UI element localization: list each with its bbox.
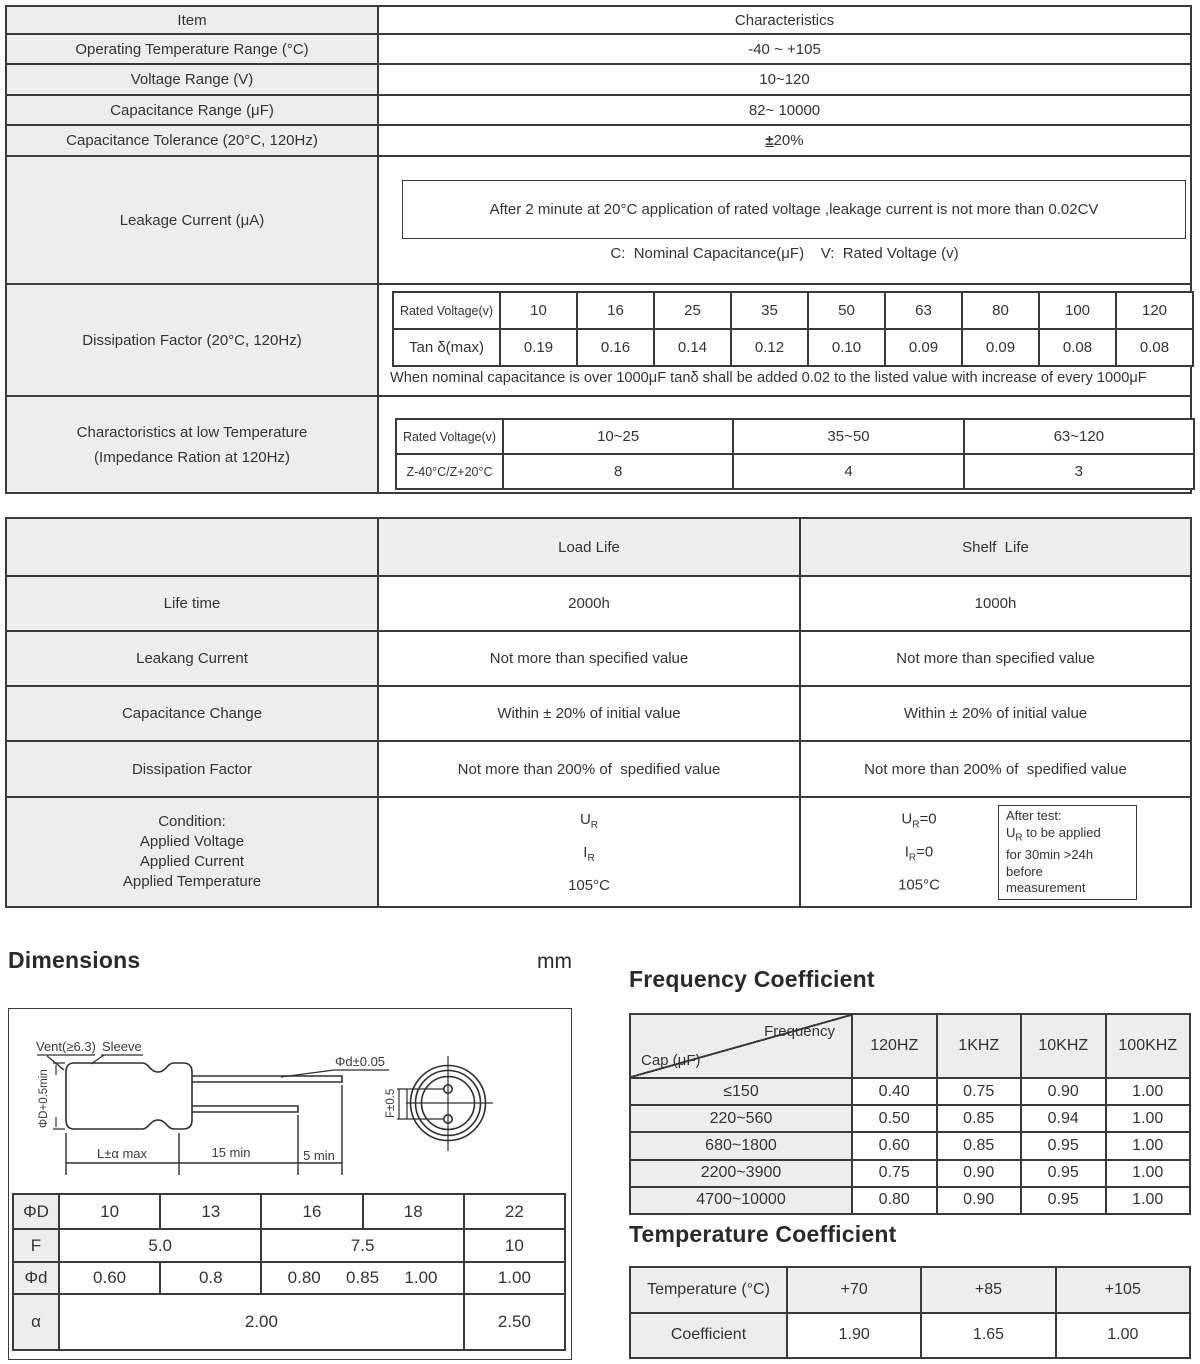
temperature-title: Temperature Coefficient — [629, 1221, 897, 1247]
dim-row-label: α — [13, 1294, 59, 1350]
min5-label: 5 min — [303, 1148, 335, 1163]
spec-header-characteristics: Characteristics — [378, 6, 1191, 34]
freq-cap-range: ≤150 — [630, 1078, 852, 1105]
diss-tan: 0.16 — [577, 329, 654, 366]
life-row-label: Leakang Current — [6, 631, 378, 686]
dim-phid-value: 0.8 — [160, 1262, 261, 1294]
freq-value: 0.90 — [937, 1160, 1022, 1187]
temp-row1-label: Temperature (°C) — [630, 1267, 787, 1313]
dim-phiD-value: 13 — [160, 1194, 261, 1229]
freq-diagonal-header — [630, 1014, 852, 1078]
dimensions-diagram-box — [8, 1008, 572, 1360]
after-test-line: $U_R$ to be applied — [1006, 824, 1101, 844]
dim-f-value: 5.0 — [59, 1229, 261, 1262]
after-test-note-box — [998, 805, 1137, 900]
life-row-shelf: 1000h — [800, 576, 1191, 631]
lowtemp-range: 35~50 — [733, 419, 963, 454]
applied-current-value: $I_R$ — [583, 843, 595, 864]
spec-row-value — [378, 125, 1191, 156]
l-alpha-label: L±α max — [96, 1146, 148, 1161]
dimensions-title: Dimensions — [8, 947, 141, 973]
life-row-label: Life time — [6, 576, 378, 631]
diss-row1-header: Rated Voltage(v) — [393, 292, 500, 329]
lowtemp-label-line2: (Impedance Ration at 120Hz) — [94, 448, 290, 466]
f-dimension-lines — [397, 1089, 444, 1119]
freq-value: 1.00 — [1106, 1187, 1191, 1214]
lowtemp-range: 63~120 — [964, 419, 1194, 454]
condition-label — [6, 797, 378, 907]
freq-col-header: 100KHZ — [1106, 1014, 1191, 1078]
dim-f-value: 10 — [464, 1229, 565, 1262]
spec-row-label: Operating Temperature Range (°C) — [6, 34, 378, 64]
freq-diag-bottom-label: Cap (μF) — [641, 1052, 701, 1069]
life-row-load: Within ± 20% of initial value — [378, 686, 800, 741]
freq-col-header: 1KHZ — [937, 1014, 1022, 1078]
freq-value: 0.60 — [852, 1132, 937, 1159]
freq-value: 0.75 — [852, 1160, 937, 1187]
capacitor-diagram — [9, 1009, 569, 1192]
dim-phiD-value: 10 — [59, 1194, 160, 1229]
spec-row-label: Voltage Range (V) — [6, 64, 378, 95]
applied-voltage-value: $U_R$ — [579, 810, 599, 831]
applied-current-value: $I_R=0$ — [904, 843, 934, 864]
after-test-line: After test: — [1006, 808, 1062, 824]
condition-shelf-stack — [859, 806, 979, 899]
after-test-line: for 30min >24h — [1006, 847, 1094, 863]
leakage-note-box: After 2 minute at 20°C application of rated voltage ,leakage current is not more than 0.02CV — [402, 180, 1186, 239]
applied-temperature-value: 105°C — [898, 876, 940, 894]
lowtemp-subtable — [395, 418, 1195, 490]
min15-label: 15 min — [211, 1145, 251, 1160]
diss-tan: 0.09 — [885, 329, 962, 366]
dim-phid-value: 0.80 — [287, 1268, 321, 1287]
lowtemp-value: 4 — [733, 454, 963, 489]
life-row-shelf: Not more than 200% of spedified value — [800, 741, 1191, 797]
dim-phiD-value: 18 — [363, 1194, 464, 1229]
temp-row2-label: Coefficient — [630, 1313, 787, 1359]
lowtemp-row2-header: Z-40°C/Z+20°C — [396, 454, 503, 489]
diss-voltage: 16 — [577, 292, 654, 329]
frequency-table — [629, 1013, 1191, 1215]
lowtemp-label — [6, 396, 378, 493]
frequency-title: Frequency Coefficient — [629, 966, 875, 992]
lowtemp-value: 8 — [503, 454, 733, 489]
condition-line: Condition: — [158, 813, 226, 830]
phiD-label: ΦD+0.5min — [38, 1069, 50, 1128]
life-row-load: Not more than specified value — [378, 631, 800, 686]
diss-voltage: 50 — [808, 292, 885, 329]
dim-row-label: Φd — [13, 1262, 59, 1294]
dim-row-label: F — [13, 1229, 59, 1262]
leakage-formula: C: Nominal Capacitance(μF) V: Rated Voltage (v) — [610, 245, 959, 262]
phiD-ticks — [53, 1063, 65, 1129]
after-test-line: measurement — [1006, 880, 1086, 896]
vent-label: Vent(≥6.3) — [36, 1039, 96, 1054]
diss-voltage: 10 — [500, 292, 577, 329]
diss-tan: 0.12 — [731, 329, 808, 366]
life-row-label: Dissipation Factor — [6, 741, 378, 797]
life-row-load: 2000h — [378, 576, 800, 631]
diss-tan: 0.14 — [654, 329, 731, 366]
diss-voltage: 25 — [654, 292, 731, 329]
freq-value: 0.50 — [852, 1105, 937, 1132]
applied-temperature-value: 105°C — [568, 876, 610, 894]
freq-value: 0.40 — [852, 1078, 937, 1105]
freq-col-header: 120HZ — [852, 1014, 937, 1078]
condition-line: Applied Temperature — [122, 873, 262, 890]
life-header-empty — [6, 518, 378, 576]
life-table — [5, 517, 1192, 908]
dim-phiD-value: 16 — [261, 1194, 362, 1229]
condition-load-stack — [568, 806, 610, 899]
dissipation-label: Dissipation Factor (20°C, 120Hz) — [6, 284, 378, 396]
spec-row-label: Capacitance Tolerance (20°C, 120Hz) — [6, 125, 378, 156]
diss-voltage: 100 — [1039, 292, 1116, 329]
dissipation-cell — [378, 284, 1191, 396]
dim-row-label: ΦD — [13, 1194, 59, 1229]
f-tolerance-label: F±0.5 — [385, 1088, 397, 1118]
dimension-ticks — [66, 1085, 342, 1175]
condition-shelf-cell — [800, 797, 1191, 907]
lowtemp-value: 3 — [964, 454, 1194, 489]
freq-value: 0.90 — [937, 1187, 1022, 1214]
dissipation-subtable — [392, 291, 1194, 367]
diss-voltage: 120 — [1116, 292, 1193, 329]
diss-voltage: 80 — [962, 292, 1039, 329]
leakage-label: Leakage Current (μA) — [6, 156, 378, 284]
dim-alpha-value: 2.50 — [464, 1294, 565, 1350]
life-row-shelf: Within ± 20% of initial value — [800, 686, 1191, 741]
diss-tan: 0.08 — [1116, 329, 1193, 366]
diss-tan: 0.19 — [500, 329, 577, 366]
spec-row-value: -40 ~ +105 — [378, 34, 1191, 64]
diss-row2-header: Tan δ(max) — [393, 329, 500, 366]
freq-value: 0.75 — [937, 1078, 1022, 1105]
spec-row-label: Capacitance Range (μF) — [6, 95, 378, 125]
freq-value: 0.95 — [1021, 1132, 1106, 1159]
dimensions-unit: mm — [537, 950, 572, 973]
freq-value: 0.95 — [1021, 1160, 1106, 1187]
freq-cap-range: 220~560 — [630, 1105, 852, 1132]
dim-phid-value: 1.00 — [464, 1262, 565, 1294]
capacitor-body — [66, 1063, 192, 1129]
diss-voltage: 63 — [885, 292, 962, 329]
spec-header-item: Item — [6, 6, 378, 34]
dim-phid-value: 1.00 — [404, 1268, 438, 1287]
spec-row-value: 10~120 — [378, 64, 1191, 95]
spec-row-value: 82~ 10000 — [378, 95, 1191, 125]
dim-phid-merged-cell — [261, 1262, 463, 1294]
applied-voltage-value: $U_R=0$ — [901, 810, 937, 831]
plus-minus-sign: ± — [765, 132, 774, 149]
life-header-load: Load Life — [378, 518, 800, 576]
after-test-line: before — [1006, 863, 1043, 879]
dimensions-table — [12, 1193, 566, 1351]
freq-value: 0.85 — [937, 1132, 1022, 1159]
diss-tan: 0.10 — [808, 329, 885, 366]
diss-voltage: 35 — [731, 292, 808, 329]
lowtemp-cell — [378, 396, 1191, 493]
leakage-cell — [378, 156, 1191, 284]
freq-diag-top-label: Frequency — [764, 1023, 835, 1040]
freq-cap-range: 2200~3900 — [630, 1160, 852, 1187]
condition-load-cell — [378, 797, 800, 907]
life-row-shelf: Not more than specified value — [800, 631, 1191, 686]
diss-tan: 0.09 — [962, 329, 1039, 366]
freq-value: 1.00 — [1106, 1132, 1191, 1159]
temp-value-header: +85 — [921, 1267, 1055, 1313]
freq-value: 0.95 — [1021, 1187, 1106, 1214]
freq-value: 0.80 — [852, 1187, 937, 1214]
tolerance-value: 20% — [773, 132, 804, 149]
temp-value-header: +105 — [1056, 1267, 1190, 1313]
life-row-load: Not more than 200% of spedified value — [378, 741, 800, 797]
freq-value: 1.00 — [1106, 1078, 1191, 1105]
diss-tan: 0.08 — [1039, 329, 1116, 366]
life-header-shelf: Shelf Life — [800, 518, 1191, 576]
freq-value: 1.00 — [1106, 1105, 1191, 1132]
dissipation-note: When nominal capacitance is over 1000μF tanδ shall be added 0.02 to the listed value with increase of every 1000μF — [390, 370, 1147, 386]
lowtemp-row1-header: Rated Voltage(v) — [396, 419, 503, 454]
temp-coefficient-value: 1.00 — [1056, 1313, 1190, 1359]
freq-value: 0.94 — [1021, 1105, 1106, 1132]
life-row-label: Capacitance Change — [6, 686, 378, 741]
temp-coefficient-value: 1.90 — [787, 1313, 921, 1359]
condition-line: Applied Voltage — [139, 833, 245, 850]
freq-value: 0.90 — [1021, 1078, 1106, 1105]
top-lead — [192, 1076, 342, 1082]
freq-value: 1.00 — [1106, 1160, 1191, 1187]
dim-phid-value: 0.60 — [59, 1262, 160, 1294]
dim-alpha-value: 2.00 — [59, 1294, 464, 1350]
temp-value-header: +70 — [787, 1267, 921, 1313]
condition-line: Applied Current — [139, 853, 245, 870]
spec-table — [5, 5, 1192, 494]
lowtemp-range: 10~25 — [503, 419, 733, 454]
lowtemp-label-line1: Charactoristics at low Temperature — [76, 423, 308, 441]
dim-f-value: 7.5 — [261, 1229, 463, 1262]
freq-cap-range: 680~1800 — [630, 1132, 852, 1159]
freq-col-header: 10KHZ — [1021, 1014, 1106, 1078]
sleeve-label: Sleeve — [102, 1039, 142, 1054]
dim-phiD-value: 22 — [464, 1194, 565, 1229]
freq-value: 0.85 — [937, 1105, 1022, 1132]
temp-coefficient-value: 1.65 — [921, 1313, 1055, 1359]
freq-cap-range: 4700~10000 — [630, 1187, 852, 1214]
temperature-table — [629, 1266, 1191, 1359]
bottom-lead — [192, 1106, 298, 1112]
phid-tolerance-label: Φd±0.05 — [335, 1054, 386, 1069]
dim-phid-value: 0.85 — [346, 1268, 380, 1287]
